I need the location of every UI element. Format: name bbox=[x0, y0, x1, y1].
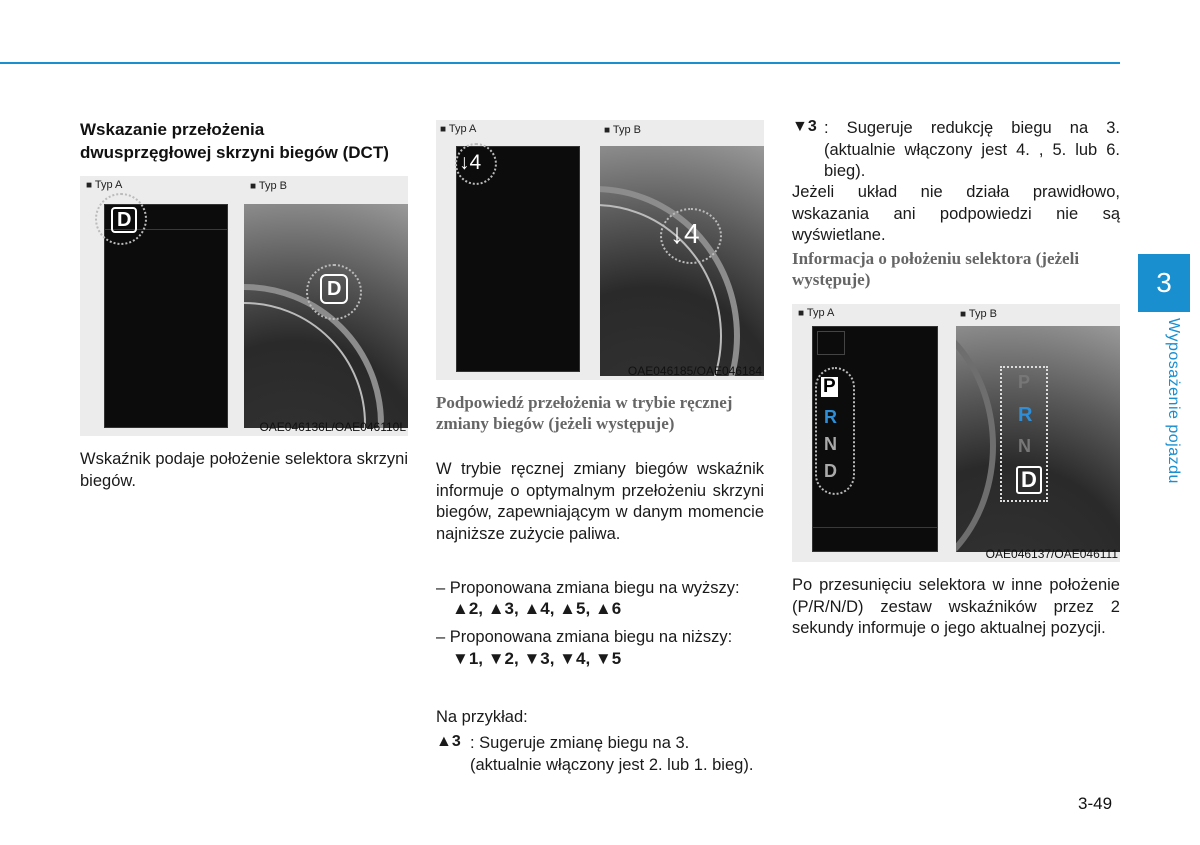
gear-indicator-b: D bbox=[320, 274, 348, 304]
top-rule bbox=[0, 62, 1120, 64]
figure-label-b: ■ Typ B bbox=[250, 180, 287, 192]
chapter-title: Wyposażenie pojazdu bbox=[1165, 318, 1182, 484]
gear-hint-a: ↓4 bbox=[459, 151, 482, 174]
figure-label-b: ■ Typ B bbox=[604, 124, 641, 136]
gear-r-a: R bbox=[824, 407, 837, 427]
figure-label-a: ■ Typ A bbox=[798, 307, 834, 319]
figure-dct bbox=[80, 176, 408, 436]
chapter-tab: 3 bbox=[1138, 254, 1190, 312]
gear-p-a: P bbox=[823, 376, 836, 397]
example-symbol: ▲3 bbox=[436, 733, 461, 750]
malfunction-text: Jeżeli układ nie działa prawidłowo, wskazania ani podpowiedzi nie są wyświetlane. bbox=[792, 183, 1120, 244]
gear-n-b: N bbox=[1018, 436, 1031, 456]
downshift-gears: ▼1, ▼2, ▼3, ▼4, ▼5 bbox=[452, 649, 622, 668]
gear-hint-b: ↓4 bbox=[670, 218, 700, 249]
body-text: Po przesunięciu selektora w inne położenie (P/R/N/D) zestaw wskaźników przez 2 sekundy informuje o jego aktualnej pozycji. bbox=[792, 576, 1120, 637]
downshift-text: : Sugeruje redukcję biegu na 3. (aktualnie włączony jest 4. , 5. lub 6. bieg). bbox=[824, 119, 1120, 180]
body-text: W trybie ręcznej zmiany biegów wskaźnik informuje o optymalnym przełożeniu skrzyni biegów, zapewniającym w danym momencie najniższe zużycie paliwa. bbox=[436, 460, 764, 543]
gear-n-a: N bbox=[824, 434, 837, 454]
section-heading-line1: Wskazanie przełożenia bbox=[80, 120, 265, 139]
gear-p-b: P bbox=[1018, 372, 1031, 392]
body-text: Wskaźnik podaje położenie selektora skrzyni biegów. bbox=[80, 450, 408, 490]
gear-d-a: D bbox=[824, 461, 837, 481]
upshift-gears: ▲2, ▲3, ▲4, ▲5, ▲6 bbox=[452, 599, 622, 618]
section-heading: Podpowiedź przełożenia w trybie ręcznej zmiany biegów (jeżeli występuje) bbox=[436, 393, 733, 433]
cluster-type-b bbox=[956, 326, 1120, 552]
figure-label-a: ■ Typ A bbox=[86, 179, 122, 191]
cluster-type-b bbox=[600, 146, 764, 376]
figure-code: OAE046137/OAE046111 bbox=[985, 547, 1118, 561]
gear-indicator-a: D bbox=[111, 207, 137, 233]
figure-code: OAE046185/OAE046184 bbox=[627, 364, 762, 378]
example-text: : Sugeruje zmianę biegu na 3. (aktualnie włączony jest 2. lub 1. bieg). bbox=[470, 734, 754, 774]
gear-d-b: D bbox=[1016, 466, 1042, 494]
downshift-symbol: ▼3 bbox=[792, 118, 817, 135]
section-heading: Informacja o położeniu selektora (jeżeli występuje) bbox=[792, 249, 1080, 289]
figure-shift-hint bbox=[436, 120, 764, 380]
cluster-type-a bbox=[456, 146, 580, 372]
upshift-label: – Proponowana zmiana biegu na wyższy: bbox=[436, 579, 740, 597]
downshift-label: – Proponowana zmiana biegu na niższy: bbox=[436, 628, 733, 646]
figure-selector-position bbox=[792, 304, 1120, 562]
section-heading-line2: dwusprzęgłowej skrzyni biegów (DCT) bbox=[80, 143, 389, 162]
figure-label-a: ■ Typ A bbox=[440, 123, 476, 135]
example-label: Na przykład: bbox=[436, 708, 528, 726]
gear-r-b: R bbox=[1018, 404, 1033, 426]
cluster-type-b bbox=[244, 204, 408, 428]
cluster-type-a bbox=[812, 326, 938, 552]
page-number: 3-49 bbox=[1078, 794, 1113, 813]
figure-label-b: ■ Typ B bbox=[960, 308, 997, 320]
cluster-type-a bbox=[104, 204, 228, 428]
figure-code: OAE046136L/OAE046110L bbox=[259, 420, 406, 434]
